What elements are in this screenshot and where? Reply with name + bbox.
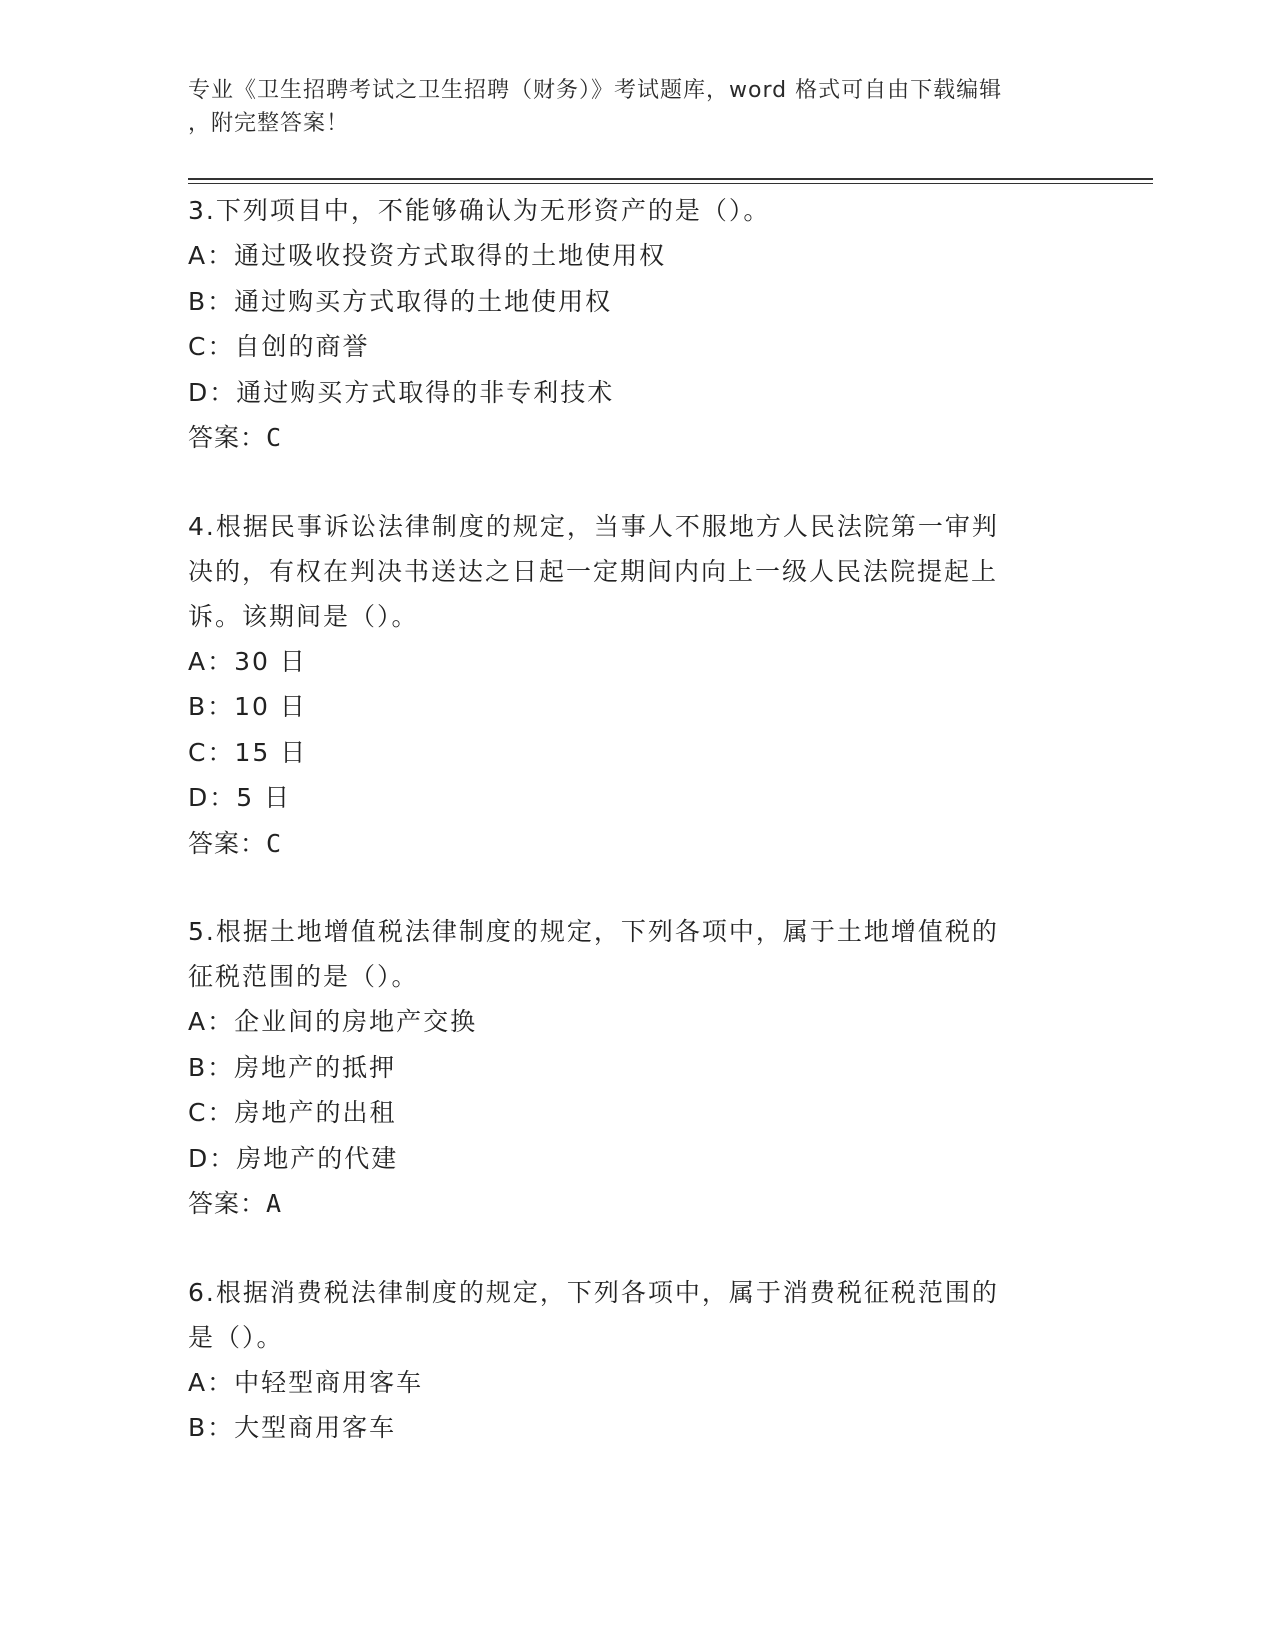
header-line-2: ，附完整答案！ [188, 111, 350, 136]
question-3 [188, 188, 1068, 461]
question-stem-line: 6.根据消费税法律制度的规定，下列各项中，属于消费税征税范围的 [188, 1277, 999, 1307]
question-stem-line: 征税范围的是（）。 [188, 962, 419, 991]
header-divider-thick [188, 178, 1153, 180]
option-c: C：自创的商誉 [188, 332, 370, 361]
answer-line: 答案：C [188, 828, 283, 858]
option-c: C：15 日 [188, 737, 308, 767]
question-6 [188, 1270, 1068, 1451]
question-4 [188, 504, 1068, 867]
question-list [188, 188, 1068, 1451]
answer-line: 答案：A [188, 1189, 283, 1218]
option-b: B：通过购买方式取得的土地使用权 [188, 286, 613, 316]
answer-line: 答案：C [188, 423, 283, 452]
option-b: B：房地产的抵押 [188, 1052, 397, 1082]
question-spacer [188, 1227, 1068, 1270]
question-stem-line: 决的，有权在判决书送达之日起一定期间内向上一级人民法院提起上 [188, 556, 999, 586]
question-stem-line: 是（）。 [188, 1322, 284, 1352]
option-a: A：通过吸收投资方式取得的土地使用权 [188, 241, 667, 270]
header-divider-thin [188, 183, 1153, 184]
option-d: D：5 日 [188, 783, 292, 812]
question-stem-line: 5.根据土地增值税法律制度的规定，下列各项中，属于土地增值税的 [188, 917, 999, 946]
option-d: D：房地产的代建 [188, 1143, 399, 1173]
question-5 [188, 909, 1068, 1227]
question-spacer [188, 866, 1068, 909]
option-c: C：房地产的出租 [188, 1098, 397, 1127]
option-b: B：10 日 [188, 692, 307, 721]
question-spacer [188, 461, 1068, 504]
option-a: A：中轻型商用客车 [188, 1367, 424, 1397]
question-stem-line: 4.根据民事诉讼法律制度的规定，当事人不服地方人民法院第一审判 [188, 511, 999, 541]
question-stem-line: 3.下列项目中，不能够确认为无形资产的是（）。 [188, 196, 771, 225]
option-a: A：企业间的房地产交换 [188, 1007, 478, 1036]
document-header [188, 74, 1068, 140]
header-line-1: 专业《卫生招聘考试之卫生招聘（财务）》考试题库，word 格式可自由下载编辑 [188, 78, 1003, 103]
option-a: A：30 日 [188, 646, 307, 676]
option-d: D：通过购买方式取得的非专利技术 [188, 377, 615, 407]
option-b: B：大型商用客车 [188, 1413, 397, 1442]
question-stem-line: 诉。该期间是（）。 [188, 601, 419, 631]
